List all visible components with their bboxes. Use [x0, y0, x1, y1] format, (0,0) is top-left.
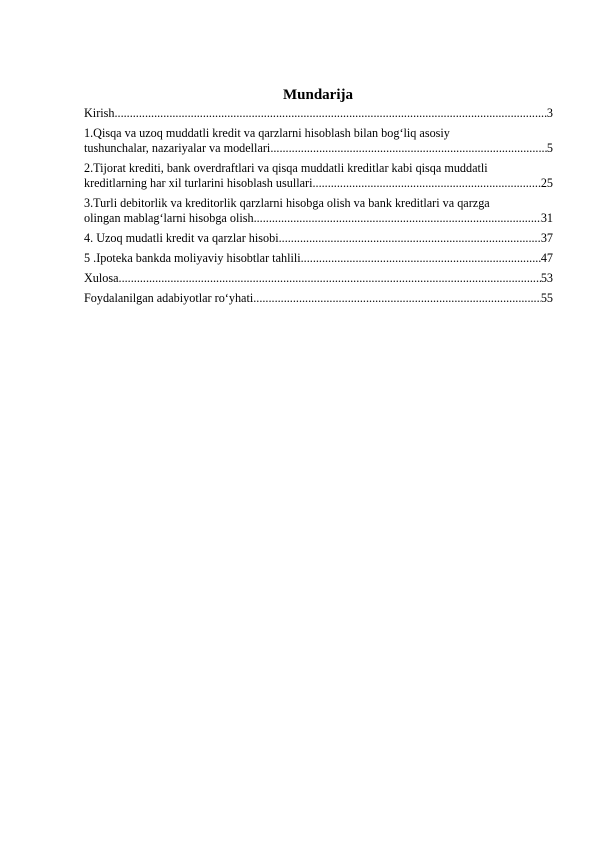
toc-page-number: 37 — [540, 231, 553, 245]
toc-entry-title-line2: kreditlarning har xil turlarini hisoblash usullari — [84, 176, 313, 190]
toc-entry-title: 4. Uzoq mudatli kredit va qarzlar hisobi — [84, 231, 279, 245]
toc-entry-title-line2: olingan mablag‘larni hisobga olish — [84, 211, 254, 225]
toc-page-number: 53 — [540, 271, 553, 285]
toc-entry-title: Kirish — [84, 106, 115, 120]
toc-page-number: 3 — [546, 106, 553, 120]
toc-entry-chapter-4 — [84, 231, 553, 246]
toc-entry-title-line2: tushunchalar, nazariyalar va modellari — [84, 141, 271, 155]
toc-entry-title: Xulosa — [84, 271, 119, 285]
toc-entry-chapter-1 — [84, 126, 553, 156]
toc-leader-dots — [253, 291, 541, 306]
toc-entry-kirish — [84, 106, 553, 121]
toc-entry-chapter-3 — [84, 196, 553, 226]
toc-entry-chapter-2 — [84, 161, 553, 191]
toc-page-number: 55 — [540, 291, 553, 305]
toc-page-number: 31 — [540, 211, 553, 225]
toc-leader-dots — [270, 141, 547, 156]
toc-entry-title-line1: 1.Qisqa va uzoq muddatli kredit va qarzlarni hisoblash bilan bog‘liq asosiy — [84, 126, 450, 140]
toc-entry-chapter-5 — [84, 251, 553, 266]
toc-entry-title-line1: 3.Turli debitorlik va kreditorlik qarzlarni hisobga olish va bank kreditlari va qarzga — [84, 196, 490, 210]
toc-leader-dots — [301, 251, 541, 266]
toc-heading: Mundarija — [282, 87, 353, 103]
toc-entry-references — [84, 291, 553, 306]
toc-leader-dots — [312, 176, 540, 191]
toc-entry-title-line1: 2.Tijorat krediti, bank overdraftlari va qisqa muddatli kreditlar kabi qisqa muddatli — [84, 161, 488, 175]
toc-entry-xulosa — [84, 271, 553, 286]
toc-entry-title: Foydalanilgan adabiyotlar ro‘yhati — [84, 291, 254, 305]
toc-entry-title: 5 .Ipoteka bankda moliyaviy hisobtlar tahlili — [84, 251, 301, 265]
toc-leader-dots — [279, 231, 541, 246]
table-of-contents — [84, 106, 553, 311]
toc-page-number: 5 — [546, 141, 553, 155]
toc-leader-dots — [254, 211, 541, 226]
toc-leader-dots — [114, 106, 546, 121]
toc-leader-dots — [119, 271, 541, 286]
toc-page-number: 25 — [540, 176, 553, 190]
toc-page-number: 47 — [540, 251, 553, 265]
